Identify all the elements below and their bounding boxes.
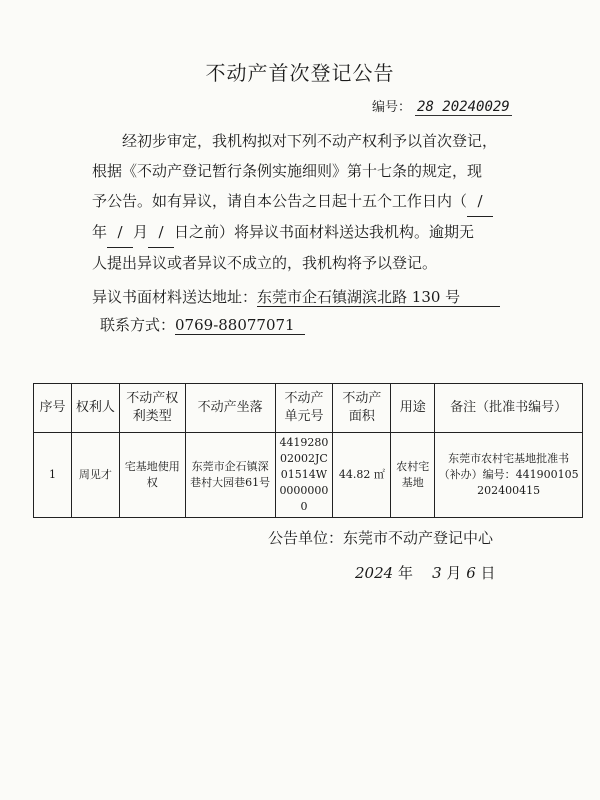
cell-right-type: 宅基地使用权: [119, 433, 185, 518]
header-location: 不动产坐落: [185, 384, 275, 433]
cell-remarks: 东莞市农村宅基地批准书（补办）编号：441900105202400415: [435, 433, 583, 518]
contact-label: 联系方式：: [100, 316, 176, 334]
blank-month-field: /: [107, 217, 133, 248]
blank-field: /: [467, 186, 493, 217]
body-line-4-text: 日之前）将异议书面材料送达我机构。逾期无: [174, 223, 475, 241]
address-label: 异议书面材料送达地址：: [92, 288, 258, 306]
header-right-type: 不动产权利类型: [119, 384, 185, 433]
year-label: 年: [92, 223, 108, 241]
table-row: [34, 433, 583, 518]
month-label: 月: [133, 223, 149, 241]
table-header-row: [34, 384, 583, 433]
announcement-date: [355, 562, 496, 583]
cell-serial: 1: [34, 433, 72, 518]
cell-unit-number: 441928002002JC01514W00000000: [275, 433, 333, 518]
header-serial: 序号: [34, 384, 72, 433]
body-line-5: 人提出异议或者异议不成立的，我机构将予以登记。: [92, 254, 438, 272]
header-unit-number: 不动产单元号: [275, 384, 333, 433]
date-day: 6: [466, 564, 476, 582]
issuing-unit: [268, 527, 493, 548]
cell-owner: 周见才: [71, 433, 119, 518]
body-line-4: [92, 217, 522, 248]
issuer-value: 东莞市不动产登记中心: [343, 529, 494, 547]
contact-info: [100, 314, 305, 335]
date-year-label: 年: [397, 564, 413, 582]
issuer-label: 公告单位：: [268, 529, 344, 547]
page-title: 不动产首次登记公告: [205, 61, 395, 85]
registration-table: [33, 383, 583, 518]
contact-value: 0769-88077071: [175, 316, 305, 335]
header-area: 不动产面积: [333, 384, 391, 433]
body-line-3: [92, 186, 522, 217]
date-day-label: 日: [480, 564, 496, 582]
header-usage: 用途: [391, 384, 435, 433]
header-remarks: 备注（批准书编号）: [435, 384, 583, 433]
objection-address: [92, 286, 500, 307]
cell-usage: 农村宅基地: [391, 433, 435, 518]
document-number: [372, 96, 512, 115]
document-number-label: 编号：: [372, 100, 412, 115]
body-line-3-text: 予公告。如有异议，请自本公告之日起十五个工作日内（: [92, 192, 468, 210]
date-month-label: 月: [446, 564, 462, 582]
announcement-body: [92, 126, 522, 278]
date-month: 3: [432, 564, 442, 582]
body-line-1: 经初步审定，我机构拟对下列不动产权利予以首次登记，: [122, 132, 498, 150]
header-owner: 权利人: [71, 384, 119, 433]
address-value: 东莞市企石镇湖滨北路 130 号: [257, 288, 500, 307]
date-year: 2024: [355, 564, 394, 582]
body-line-2: 根据《不动产登记暂行条例实施细则》第十七条的规定，现: [92, 162, 483, 180]
document-number-value: 28 20240029: [417, 99, 510, 115]
cell-area: 44.82 ㎡: [333, 433, 391, 518]
blank-day-field: /: [148, 217, 174, 248]
cell-location: 东莞市企石镇深巷村大园巷61号: [185, 433, 275, 518]
